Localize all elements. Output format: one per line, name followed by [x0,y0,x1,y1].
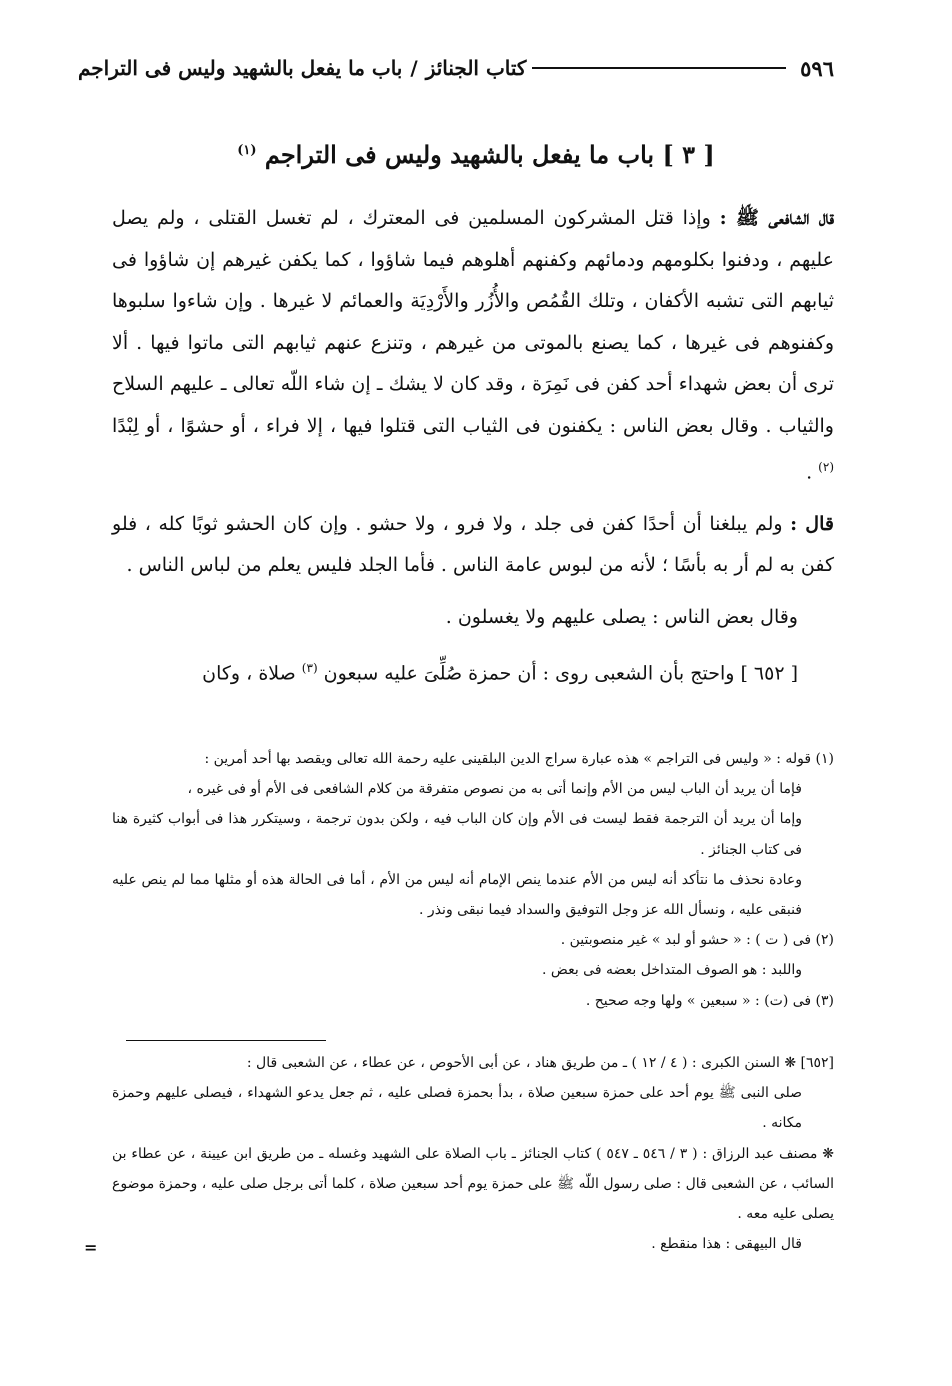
footnote-line: واللبد : هو الصوف المتداخل بعضه فى بعض . [542,962,802,979]
paragraph-text: ولم يبلغنا أن أحدًا كفن فى جلد ، ولا فرو ، ولا حشو . وإن كان الحشو ثوبًا كله ، فلو كفن به لم أر به بأسًا ؛ لأنه من لبوس عامة الناس . فأما الجلد فليس يعلم من لباس الناس . [112,512,834,577]
paragraph [112,597,834,639]
reference-line: ❋ مصنف عبد الرزاق : ( ٣ / ٥٤٦ ـ ٥٤٧ ) كتاب الجنائز ـ باب الصلاة على الشهيد وغسله ـ من طريق ابن عيينة ، عن عطاء بن السائب ، عن الشعبى قال : صلى رسول اللّه ﷺ على حمزة يوم أحد سبعين صلاة ، كلما أتى برجل صلى عليه ، وحمزة موضوع يصلى عليه معه . [112,1145,834,1223]
running-chapter-title: باب ما يفعل بالشهيد وليس فى التراجم [78,56,403,80]
paragraph-text: وقال بعض الناس : يصلى عليهم ولا يغسلون . [445,605,798,628]
header-rule [532,67,786,69]
paragraph [112,648,834,695]
continuation-mark: = [84,1238,98,1257]
speaker-label: قال : [790,512,834,535]
footnote-line: (٢) فى ( ت ) : « حشو أو لبد » غير منصوبتين . [560,932,834,949]
main-text [112,198,834,695]
footnote-line: (١) قوله : « وليس فى التراجم » هذه عبارة سراج الدين البلقينى عليه رحمة الله تعالى ويقصد بها أحد أمرين : [204,751,834,767]
running-book-title: كتاب الجنائز [425,56,527,80]
footnotes [112,744,834,1016]
footnote-ref: (٢) [818,460,834,474]
paragraph-text: [ ٦٥٢ ] واحتج بأن الشعبى روى : أن حمزة صُلِّىَ عليه سبعون [323,662,798,685]
paragraph-text: صلاة ، وكان [202,662,296,685]
reference-line: صلى النبى ﷺ يوم أحد على حمزة سبعين صلاة ، بدأ بحمزة فصلى عليه ، ثم جعل يدعو الشهداء ، فيصلى عليهم وحمزة مكانه . [112,1085,802,1132]
footnote-line: فإما أن يريد أن الباب ليس من الأم وإنما أتى به من نصوص متفرقة من كلام الشافعى فى الأم أو فى غيره ، [187,781,802,798]
speaker-label: قال الشافعى ﷺ : [719,207,834,229]
running-header [78,48,834,88]
hadith-references [112,1048,834,1259]
chapter-title [120,140,832,169]
footnote-line: وعادة نحذف ما نتأكد أنه ليس من الأم عندما ينص الإمام أنه ليس من الأم ، أما فى الحالة هذه أو مثلها مما لم ينص عليه فنبقى عليه ، ونسأل الله عز وجل التوفيق والسداد فيما نبقى ونذر . [112,871,802,919]
paragraph [112,504,834,587]
paragraph-text: وإذا قتل المشركون المسلمين فى المعترك ، لم تغسل القتلى ، ولم يصل عليهم ، ودفنوا بكلومهم ودمائهم وكفنهم أهلوهم فيما شاؤوا ، كما يكفن غيرهم إن شاؤوا فى ثيابهم التى تشبه الأكفان ، وتلك القُمُص والأُزُر والأَرْدِيَة والعمائم لا غيرها . وإن شاءوا سلبوها وكفنوهم فى غيرها ، كما يصنع بالموتى من غيرهم ، وتنزع عنهم ثيابهم التى ماتوا فيها . ألا ترى أن بعض شهداء أحد كفن فى نَمِرَة ، وقد كان لا يشك ـ إن شاء اللّه تعالى ـ عليهم السلاح والثياب . وقال بعض الناس : يكفنون فى الثياب التى قتلوا فيها ، إلا فراء ، أو حشوًا ، أو لِبْدًا [112,207,834,437]
footnote-ref: (١) [237,143,257,158]
footnote-line: وإما أن يريد أن الترجمة فقط ليست فى الأم وإن كان الباب فيه ، ولكن بدون ترجمة ، وسيتكرر هذا فى أبواب كثيرة هنا فى كتاب الجنائز . [112,811,802,858]
paragraph-end: . [806,461,813,484]
chapter-title-text: [ ٣ ] باب ما يفعل بالشهيد وليس فى التراجم [264,140,715,169]
footnote-line: (٣) فى (ت) : « سبعين » ولها وجه صحيح . [585,992,834,1009]
reference-line: [٦٥٢] ❋ السنن الكبرى : ( ٤ / ١٢ ) ـ من طريق هناد ، عن أبى الأحوص ، عن عطاء ، عن الشعبى قال : [246,1055,834,1071]
paragraph [112,198,834,494]
footnote-separator [126,1040,326,1041]
page-number: ٥٩٦ [800,55,834,81]
reference-line: قال البيهقى : هذا منقطع . [651,1236,802,1253]
running-separator: / [410,56,418,80]
footnote-ref: (٣) [301,661,318,676]
